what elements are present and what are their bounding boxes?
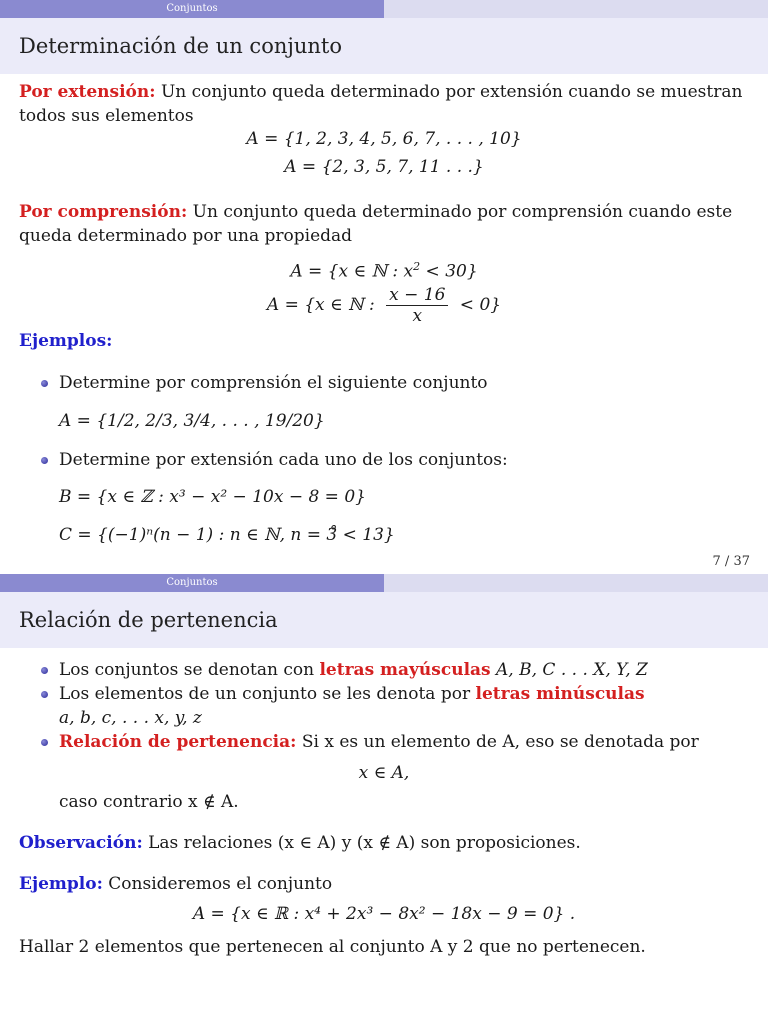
bullet-icon	[41, 667, 48, 674]
membership-equation: x ∈ A,	[358, 763, 410, 783]
equation-b: B = {x ∈ ℤ : x³ − x² − 10x − 8 = 0}	[59, 487, 366, 507]
bullet-lowercase	[59, 682, 645, 706]
extension-equation-1: A = {1, 2, 3, 4, 5, 6, 7, . . . , 10}	[246, 129, 522, 149]
observation-label: Observación:	[19, 833, 143, 853]
comprehension-equation-2-pre: A = {x ∈ ℕ :	[266, 295, 375, 315]
uppercase-highlight: letras mayúsculas	[319, 660, 491, 680]
bullet-icon	[41, 380, 48, 387]
fraction-numerator: x − 16	[386, 285, 448, 306]
uppercase-math: A, B, C . . . X, Y, Z	[496, 660, 648, 680]
bullet-lowercase-text: Los elementos de un conjunto se les denota por	[59, 684, 471, 704]
bullet-uppercase	[59, 658, 648, 682]
extension-text-1: Un conjunto queda determinado por extensión cuando se muestran	[160, 82, 743, 102]
section-bar	[0, 574, 768, 592]
bullet-membership	[59, 730, 699, 754]
example-label: Ejemplo:	[19, 874, 103, 894]
bullet-1-text: Determine por comprensión el siguiente conjunto	[59, 373, 488, 393]
comprehension-label: Por comprensión:	[19, 202, 188, 222]
lowercase-highlight: letras minúsculas	[475, 684, 645, 704]
comprehension-equation-1	[0, 255, 768, 284]
comprehension-equation-2	[0, 285, 768, 326]
frame-title: Relación de pertenencia	[19, 608, 278, 632]
frame-title-bar	[0, 18, 768, 74]
bullet-uppercase-text: Los conjuntos se denotan con	[59, 660, 315, 680]
observation-paragraph	[19, 831, 754, 855]
comprehension-text-1: Un conjunto queda determinado por comprensión cuando este	[192, 202, 733, 222]
membership-text: Si x es un elemento de A, eso se denotada por	[301, 732, 699, 752]
frame-title: Determinación de un conjunto	[19, 34, 343, 58]
membership-highlight: Relación de pertenencia:	[59, 732, 297, 752]
extension-paragraph	[19, 80, 754, 104]
extension-label: Por extensión:	[19, 82, 156, 102]
slide-8	[0, 574, 768, 1024]
extension-equation-2: A = {2, 3, 5, 7, 11 . . .}	[284, 157, 484, 177]
page-number: 7 / 37	[712, 554, 750, 569]
comprehension-equation-1-pre: A = {x ∈ ℕ : x	[290, 261, 414, 282]
section-title: Conjuntos	[166, 577, 218, 588]
examples-label: Ejemplos:	[19, 331, 113, 351]
equation-c: C = {(−1)ⁿ(n − 1) : n ∈ ℕ, n = 3̊ < 13}	[59, 525, 395, 545]
example-equation: A = {x ∈ ℝ : x⁴ + 2x³ − 8x² − 18x − 9 = 0} .	[192, 904, 576, 924]
comprehension-paragraph	[19, 200, 754, 224]
bullet-2-text: Determine por extensión cada uno de los conjuntos:	[59, 450, 508, 470]
frame-title-bar	[0, 592, 768, 648]
bullet-icon	[41, 457, 48, 464]
comprehension-equation-1-exp: 2	[413, 260, 421, 273]
example-tail: Hallar 2 elementos que pertenecen al conjunto A y 2 que no pertenecen.	[19, 937, 646, 957]
observation-text: Las relaciones (x ∈ A) y (x ∉ A) son proposiciones.	[148, 833, 581, 853]
comprehension-equation-1-post: < 30}	[420, 261, 478, 282]
comprehension-equation-2-post: < 0}	[459, 295, 502, 315]
section-bar	[0, 0, 768, 18]
lowercase-math: a, b, c, . . . x, y, z	[59, 708, 202, 728]
example-text: Consideremos el conjunto	[108, 874, 333, 894]
bullet-icon	[41, 739, 48, 746]
bullet-icon	[41, 691, 48, 698]
extension-text-2: todos sus elementos	[19, 106, 194, 126]
bullet-1-equation: A = {1/2, 2/3, 3/4, . . . , 19/20}	[59, 411, 325, 431]
fraction-denominator: x	[412, 306, 423, 326]
comprehension-text-2: queda determinado por una propiedad	[19, 226, 353, 246]
fraction	[386, 285, 448, 326]
membership-tail: caso contrario x ∉ A.	[59, 792, 239, 812]
section-title: Conjuntos	[166, 3, 218, 14]
example-paragraph	[19, 872, 332, 896]
